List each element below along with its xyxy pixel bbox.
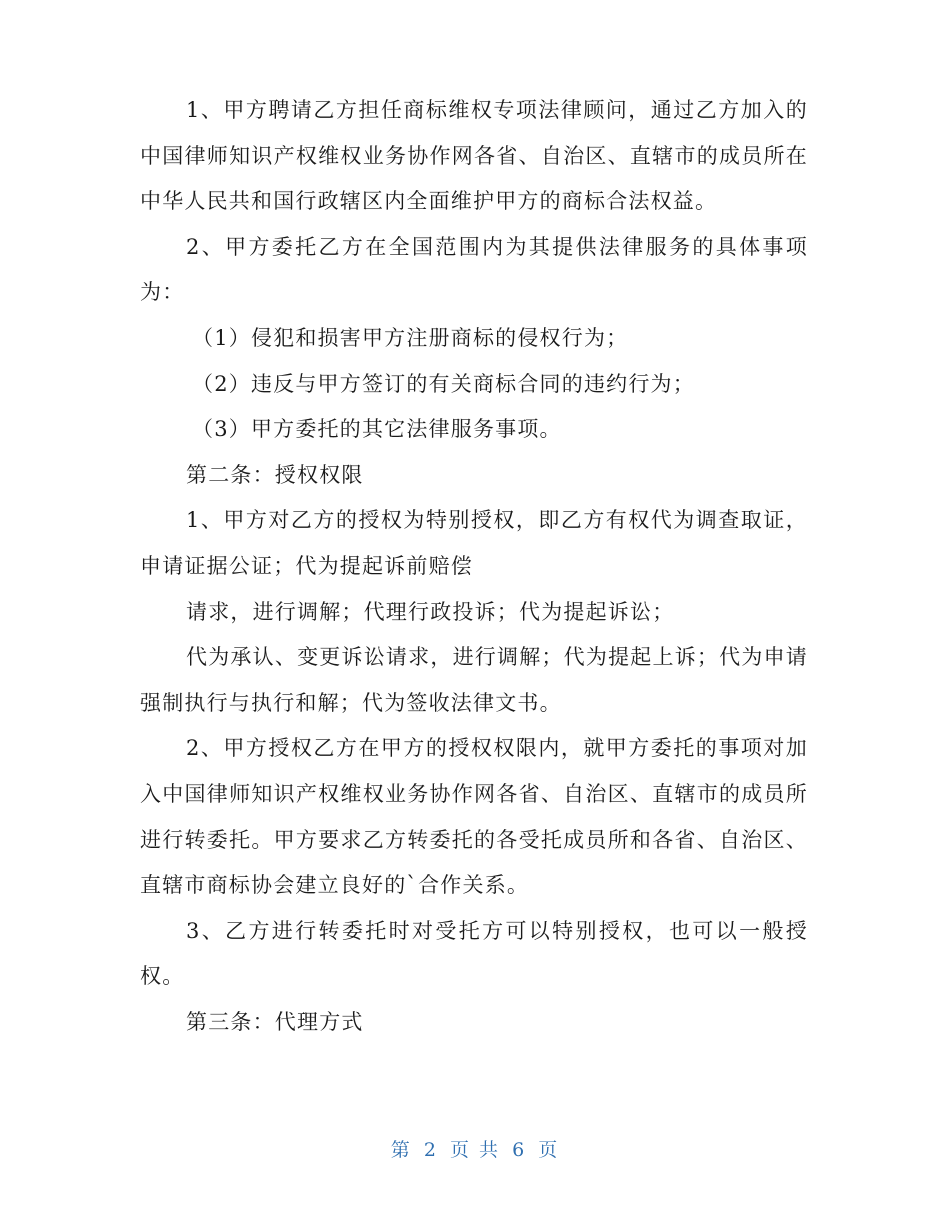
list-item: （2）违反与甲方签订的有关商标合同的违约行为；	[192, 371, 695, 396]
paragraph: 2、甲方授权乙方在甲方的授权权限内，就甲方委托的事项对加入中国律师知识产权维权业务协作网各省、自治区、直辖市的成员所进行转委托。甲方要求乙方转委托的各受托成员所和各省、自治区、直辖市商标协会建立良好的`合作关系。	[140, 736, 808, 898]
section-heading: 第三条：代理方式	[186, 1009, 364, 1034]
list-item: （1）侵犯和损害甲方注册商标的侵权行为；	[192, 325, 629, 350]
footer-prefix: 第	[390, 1139, 412, 1161]
paragraph: 代为承认、变更诉讼请求，进行调解；代为提起上诉；代为申请强制执行与执行和解；代为签收法律文书。	[140, 645, 808, 715]
current-page-number: 2	[423, 1139, 438, 1161]
paragraph: 2、甲方委托乙方在全国范围内为其提供法律服务的具体事项为：	[140, 234, 808, 305]
page-footer	[0, 1135, 950, 1162]
paragraph: 1、甲方对乙方的授权为特别授权，即乙方有权代为调查取证，申请证据公证；代为提起诉前赔偿	[140, 508, 808, 578]
total-page-count: 6	[512, 1139, 527, 1161]
paragraph: 1、甲方聘请乙方担任商标维权专项法律顾问，通过乙方加入的中国律师知识产权维权业务协作网各省、自治区、直辖市的成员所在中华人民共和国行政辖区内全面维护甲方的商标合法权益。	[140, 98, 808, 214]
list-item: （3）甲方委托的其它法律服务事项。	[192, 417, 562, 442]
paragraph: 3、乙方进行转委托时对受托方可以特别授权，也可以一般授权。	[140, 918, 808, 989]
footer-suffix: 页	[538, 1139, 560, 1161]
document-body	[140, 88, 808, 1045]
paragraph: 请求，进行调解；代理行政投诉；代为提起诉讼；	[186, 599, 675, 624]
section-heading: 第二条：授权权限	[186, 462, 364, 487]
footer-middle: 页 共	[449, 1139, 501, 1161]
